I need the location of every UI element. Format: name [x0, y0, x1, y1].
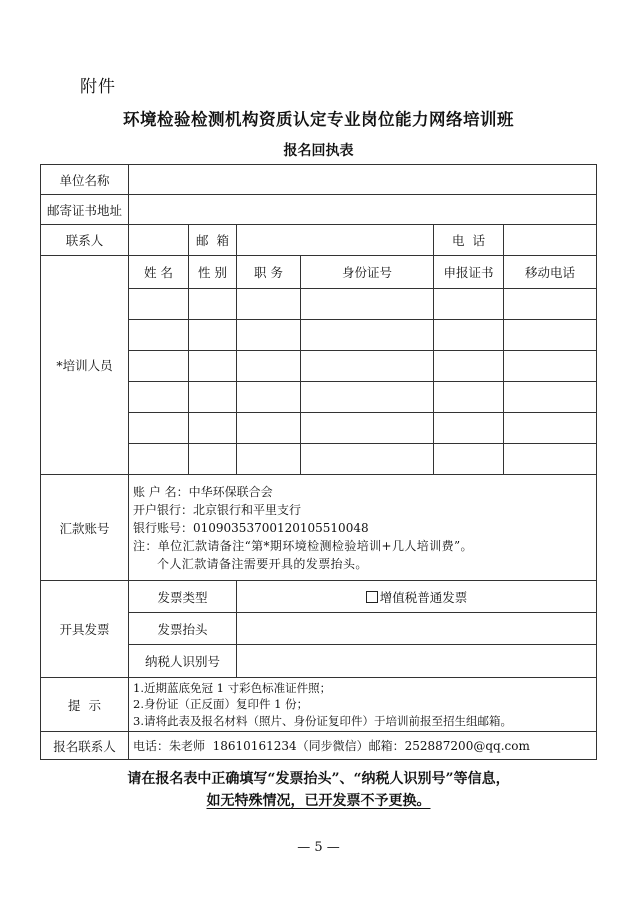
taxpayer-id-label: 纳税人识别号	[129, 645, 237, 678]
invoice-type-row	[41, 581, 597, 613]
tips-list	[129, 678, 597, 732]
contact-label: 联系人	[41, 225, 129, 256]
checkbox-icon[interactable]	[366, 591, 378, 603]
trainee-header-row	[41, 256, 597, 289]
tip-item: 1.近期蓝底免冠 1 寸彩色标准证件照；	[133, 680, 332, 695]
tips-label: 提 示	[41, 678, 129, 732]
trainee-cell[interactable]	[129, 320, 189, 351]
trainee-cell[interactable]	[129, 351, 189, 382]
reg-contact-label: 报名联系人	[41, 732, 129, 760]
invoice-type-label: 发票类型	[129, 581, 237, 613]
attachment-label: 附件	[80, 77, 116, 97]
trainee-cell[interactable]	[434, 382, 504, 413]
invoice-warning-line2	[0, 790, 637, 810]
col-certificate: 申报证书	[434, 256, 504, 289]
trainee-cell[interactable]	[301, 351, 434, 382]
trainee-cell[interactable]	[434, 413, 504, 444]
contact-row	[41, 225, 597, 256]
col-mobile: 移动电话	[504, 256, 597, 289]
trainee-cell[interactable]	[504, 320, 597, 351]
trainee-cell[interactable]	[504, 382, 597, 413]
trainee-cell[interactable]	[189, 351, 237, 382]
trainee-cell[interactable]	[434, 351, 504, 382]
trainee-cell[interactable]	[189, 444, 237, 475]
trainee-cell[interactable]	[434, 289, 504, 320]
email-label: 邮 箱	[189, 225, 237, 256]
trainee-cell[interactable]	[129, 382, 189, 413]
trainee-cell[interactable]	[189, 413, 237, 444]
trainee-cell[interactable]	[129, 289, 189, 320]
page-number: — 5 —	[297, 840, 340, 855]
phone-field[interactable]	[504, 225, 597, 256]
mail-address-label: 邮寄证书地址	[41, 195, 129, 225]
mail-address-field[interactable]	[129, 195, 597, 225]
invoice-title-field[interactable]	[237, 613, 597, 645]
phone-label: 电 话	[434, 225, 504, 256]
trainee-cell[interactable]	[189, 320, 237, 351]
account-name: 账 户 名：中华环保联合会	[133, 484, 273, 499]
trainee-cell[interactable]	[301, 444, 434, 475]
registration-form-table	[40, 164, 597, 760]
tip-item: 3.请将此表及报名材料（照片、身份证复印件）于培训前报至招生组邮箱。	[133, 713, 512, 728]
invoice-label: 开具发票	[41, 581, 129, 678]
trainee-cell[interactable]	[237, 320, 301, 351]
trainee-cell[interactable]	[189, 289, 237, 320]
trainees-label: *培训人员	[41, 256, 129, 475]
trainee-cell[interactable]	[237, 351, 301, 382]
taxpayer-id-field[interactable]	[237, 645, 597, 678]
contact-field[interactable]	[129, 225, 189, 256]
account-number: 银行账号：01090353700120105510048	[133, 520, 369, 535]
invoice-type-option[interactable]	[237, 581, 597, 613]
trainee-cell[interactable]	[129, 413, 189, 444]
tips-row	[41, 678, 597, 732]
org-name-label: 单位名称	[41, 165, 129, 195]
invoice-title-label: 发票抬头	[129, 613, 237, 645]
trainee-cell[interactable]	[129, 444, 189, 475]
trainee-cell[interactable]	[237, 444, 301, 475]
org-name-row	[41, 165, 597, 195]
trainee-cell[interactable]	[504, 351, 597, 382]
trainee-cell[interactable]	[504, 289, 597, 320]
payment-label: 汇款账号	[41, 475, 129, 581]
payment-note-personal: 个人汇款请备注需要开具的发票抬头。	[157, 556, 368, 571]
email-field[interactable]	[237, 225, 434, 256]
payment-row	[41, 475, 597, 581]
org-name-field[interactable]	[129, 165, 597, 195]
trainee-cell[interactable]	[434, 444, 504, 475]
trainee-cell[interactable]	[504, 413, 597, 444]
reg-contact-value: 电话：朱老师 18610161234（同步微信）邮箱：252887200@qq.com	[129, 732, 597, 760]
reg-contact-row	[41, 732, 597, 760]
bank-name: 开户银行：北京银行和平里支行	[133, 502, 302, 517]
invoice-warning-line2-text: 如无特殊情况，已开发票不予更换。	[206, 793, 431, 809]
payment-info	[129, 475, 597, 581]
col-gender: 性 别	[189, 256, 237, 289]
payment-note: 注：单位汇款请备注“第*期环境检测检验培训+几人培训费”。	[133, 538, 473, 553]
trainee-cell[interactable]	[237, 289, 301, 320]
trainee-cell[interactable]	[301, 382, 434, 413]
trainee-cell[interactable]	[237, 413, 301, 444]
invoice-warning-line1: 请在报名表中正确填写“发票抬头”、“纳税人识别号”等信息，	[127, 771, 510, 787]
invoice-type-option-label: 增值税普通发票	[379, 589, 468, 605]
trainee-cell[interactable]	[189, 382, 237, 413]
form-subtitle: 报名回执表	[283, 143, 354, 159]
col-name: 姓 名	[129, 256, 189, 289]
trainee-cell[interactable]	[504, 444, 597, 475]
trainee-cell[interactable]	[301, 413, 434, 444]
trainee-cell[interactable]	[301, 320, 434, 351]
mail-address-row	[41, 195, 597, 225]
col-position: 职 务	[237, 256, 301, 289]
trainee-cell[interactable]	[301, 289, 434, 320]
col-id-number: 身份证号	[301, 256, 434, 289]
trainee-cell[interactable]	[434, 320, 504, 351]
document-title: 环境检验检测机构资质认定专业岗位能力网络培训班	[123, 110, 514, 129]
tip-item: 2.身份证（正反面）复印件 1 份；	[133, 697, 309, 712]
trainee-cell[interactable]	[237, 382, 301, 413]
